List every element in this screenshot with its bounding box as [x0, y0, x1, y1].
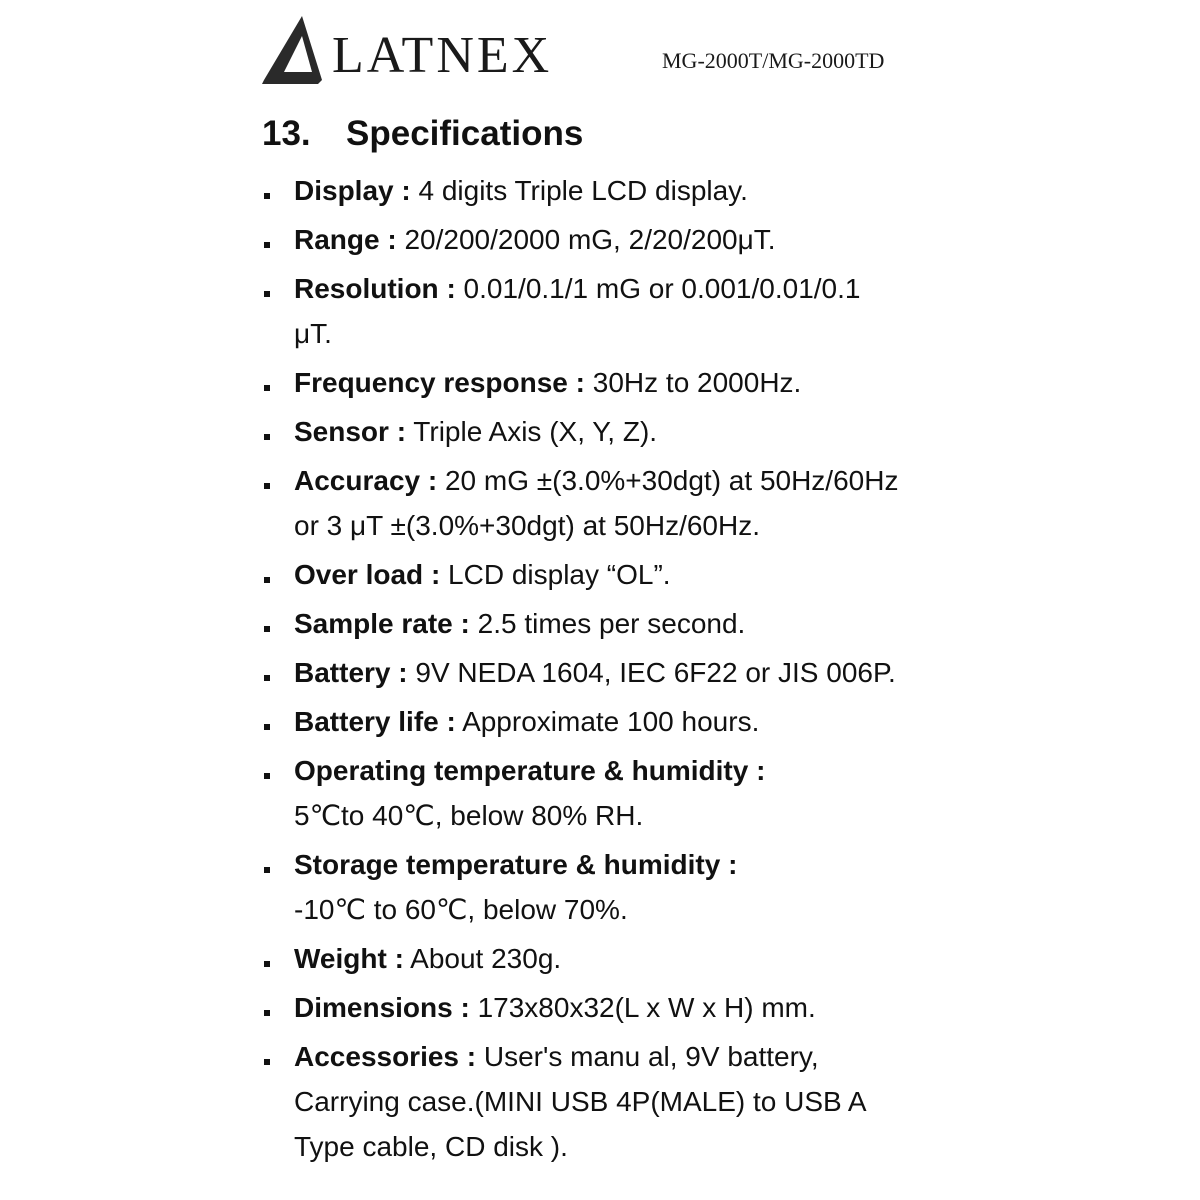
- spec-item: [262, 266, 1022, 356]
- spec-value: 2.5 times per second.: [469, 608, 746, 639]
- spec-label: Operating temperature & humidity :: [294, 755, 766, 786]
- spec-label: Sample rate :: [294, 608, 470, 639]
- spec-item: [262, 168, 1022, 213]
- spec-item: [262, 985, 1022, 1030]
- spec-label: Frequency response :: [294, 367, 585, 398]
- spec-line: [294, 458, 1022, 503]
- spec-list: [262, 168, 1022, 1173]
- spec-line: [294, 699, 1022, 744]
- spec-item: [262, 409, 1022, 454]
- spec-value: Approximate 100 hours.: [455, 706, 760, 737]
- spec-value: 30Hz to 2000Hz.: [584, 367, 802, 398]
- spec-value: -10℃ to 60℃, below 70%.: [294, 894, 628, 925]
- spec-line: [294, 360, 1022, 405]
- spec-line: [294, 217, 1022, 262]
- spec-line: [294, 1079, 1022, 1124]
- spec-line: [294, 793, 1022, 838]
- spec-label: Accuracy :: [294, 465, 438, 496]
- spec-value: μT.: [294, 318, 332, 349]
- spec-label: Accessories :: [294, 1041, 477, 1072]
- section-title: [262, 114, 583, 154]
- spec-label: Dimensions :: [294, 992, 470, 1023]
- spec-item: [262, 650, 1022, 695]
- spec-value: 173x80x32(L x W x H) mm.: [469, 992, 816, 1023]
- spec-line: [294, 748, 1022, 793]
- spec-label: Over load :: [294, 559, 441, 590]
- spec-item: [262, 936, 1022, 981]
- spec-label: Range :: [294, 224, 397, 255]
- spec-line: [294, 936, 1022, 981]
- spec-value: or 3 μT ±(3.0%+30dgt) at 50Hz/60Hz.: [294, 510, 760, 541]
- section-number: 13.: [262, 114, 311, 153]
- spec-line: [294, 601, 1022, 646]
- spec-item: [262, 217, 1022, 262]
- spec-value: LCD display “OL”.: [440, 559, 671, 590]
- spec-line: [294, 552, 1022, 597]
- spec-line: [294, 409, 1022, 454]
- spec-line: [294, 1124, 1022, 1169]
- spec-item: [262, 842, 1022, 932]
- spec-item: [262, 601, 1022, 646]
- spec-label: Resolution :: [294, 273, 456, 304]
- spec-item: [262, 748, 1022, 838]
- spec-line: [294, 887, 1022, 932]
- spec-value: 4 digits Triple LCD display.: [410, 175, 748, 206]
- spec-value: Triple Axis (X, Y, Z).: [406, 416, 658, 447]
- section-title-text: Specifications: [346, 114, 584, 153]
- spec-label: Battery life :: [294, 706, 456, 737]
- spec-label: Weight :: [294, 943, 404, 974]
- spec-value: 20 mG ±(3.0%+30dgt) at 50Hz/60Hz: [437, 465, 899, 496]
- spec-line: [294, 503, 1022, 548]
- spec-value: Type cable, CD disk ).: [294, 1131, 568, 1162]
- spec-label: Display :: [294, 175, 411, 206]
- spec-line: [294, 266, 1022, 311]
- spec-value: Carrying case.(MINI USB 4P(MALE) to USB A: [294, 1086, 867, 1117]
- document-header: [262, 12, 962, 84]
- spec-item: [262, 1034, 1022, 1169]
- spec-line: [294, 985, 1022, 1030]
- spec-item: [262, 552, 1022, 597]
- spec-value: 9V NEDA 1604, IEC 6F22 or JIS 006P.: [407, 657, 896, 688]
- spec-value: User's manu al, 9V battery,: [476, 1041, 819, 1072]
- spec-line: [294, 168, 1022, 213]
- spec-label: Sensor :: [294, 416, 407, 447]
- spec-label: Battery :: [294, 657, 408, 688]
- spec-value: 20/200/2000 mG, 2/20/200μT.: [396, 224, 776, 255]
- model-number: MG-2000T/MG-2000TD: [662, 48, 885, 73]
- spec-line: [294, 311, 1022, 356]
- spec-line: [294, 842, 1022, 887]
- brand-name: LATNEX: [332, 27, 553, 84]
- spec-line: [294, 650, 1022, 695]
- spec-value: 0.01/0.1/1 mG or 0.001/0.01/0.1: [455, 273, 861, 304]
- spec-item: [262, 360, 1022, 405]
- spec-value: 5℃to 40℃, below 80% RH.: [294, 800, 644, 831]
- spec-item: [262, 699, 1022, 744]
- spec-item: [262, 458, 1022, 548]
- spec-value: About 230g.: [403, 943, 562, 974]
- spec-line: [294, 1034, 1022, 1079]
- brand-logo: [262, 12, 552, 84]
- brand-logo-triangle-icon: [262, 14, 334, 84]
- spec-label: Storage temperature & humidity :: [294, 849, 738, 880]
